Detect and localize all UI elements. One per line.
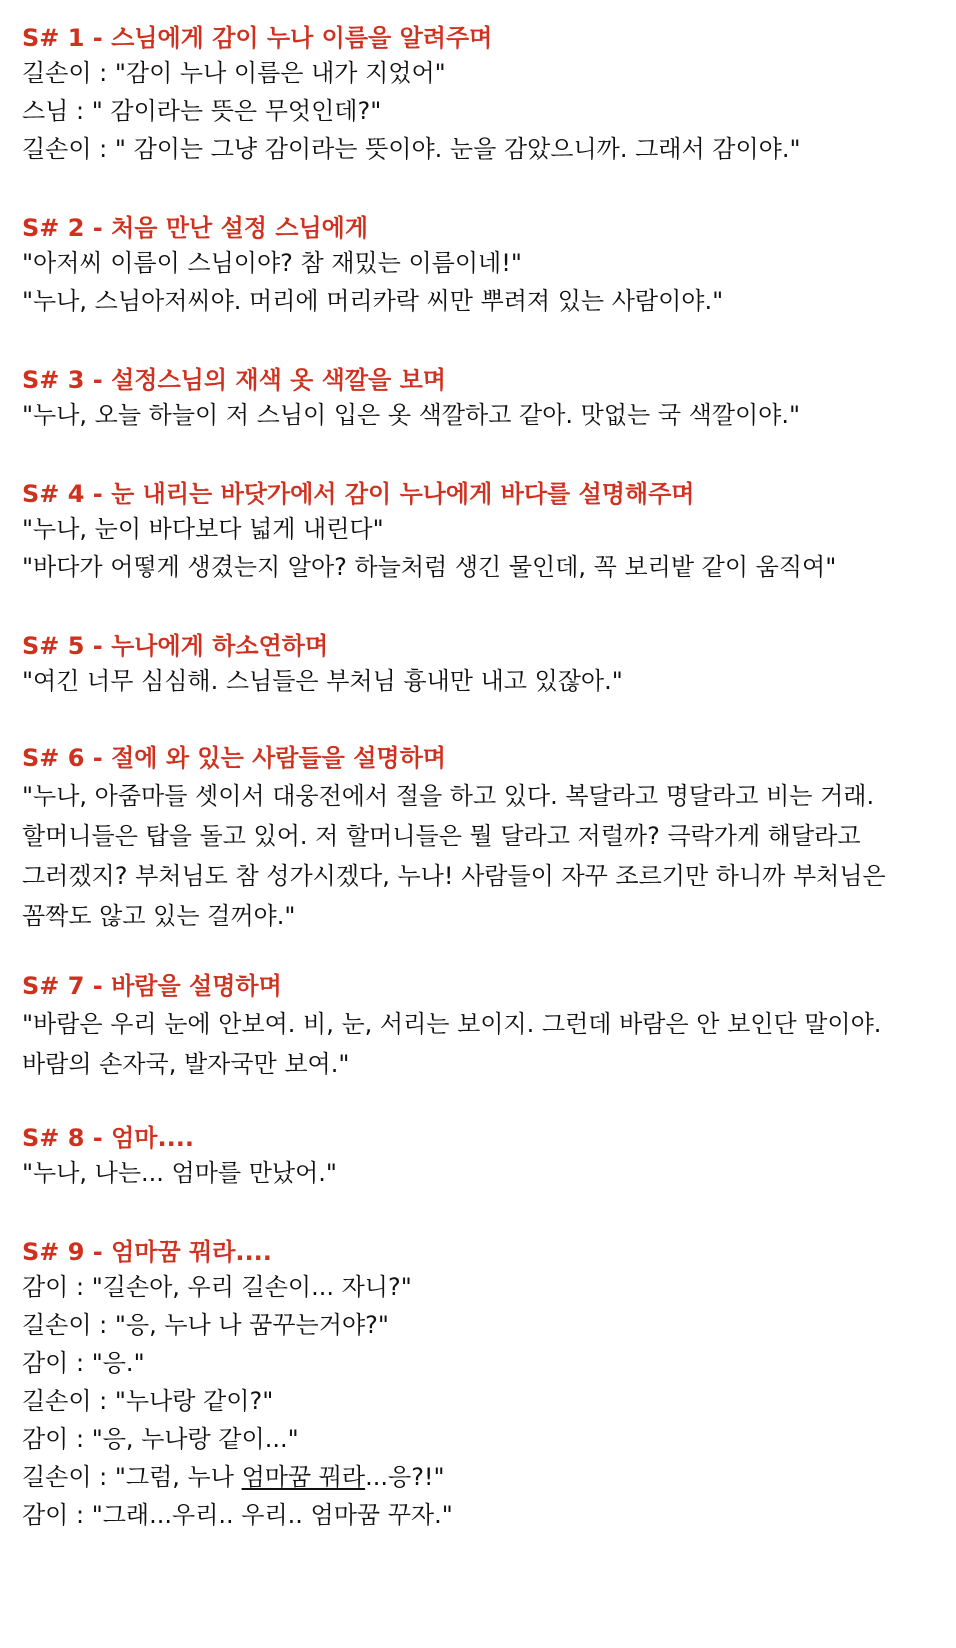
dialogue-line: 길손이 : " 감이는 그냥 감이라는 뜻이야. 눈을 감았으니까. 그래서 감이야." (22, 135, 801, 163)
underlined-text: 엄마꿈 꿔라 (241, 1463, 366, 1491)
scene-heading: S# 9 - 엄마꿈 꿔라.... (22, 1238, 272, 1266)
dialogue-paragraph: "바람은 우리 눈에 안보여. 비, 눈, 서리는 보이지. 그런데 바람은 안 보인단 말이야. 바람의 손자국, 발자국만 보여." (22, 1010, 882, 1078)
dialogue-line: 감이 : "그래...우리.. 우리.. 엄마꿈 꾸자." (22, 1501, 453, 1529)
dialogue-line: "아저씨 이름이 스님이야? 참 재밌는 이름이네!" (22, 249, 522, 277)
dialogue-line: 길손이 : "감이 누나 이름은 내가 지었어" (22, 59, 446, 87)
dialogue-line: 감이 : "응, 누나랑 같이..." (22, 1425, 299, 1453)
scene-heading: S# 4 - 눈 내리는 바닷가에서 감이 누나에게 바다를 설명해주며 (22, 480, 695, 508)
dialogue-line: 감이 : "응." (22, 1349, 145, 1377)
scene-heading: S# 5 - 누나에게 하소연하며 (22, 632, 329, 660)
text-before-underline: 길손이 : "그럼, 누나 (22, 1463, 242, 1491)
scene-6 (22, 742, 937, 936)
dialogue-line: 감이 : "길손아, 우리 길손이... 자니?" (22, 1273, 412, 1301)
scene-heading: S# 8 - 엄마.... (22, 1124, 194, 1152)
scene-7 (22, 970, 937, 1084)
scene-heading: S# 3 - 설정스님의 재색 옷 색깔을 보며 (22, 366, 446, 394)
scene-4 (22, 478, 937, 586)
scene-9 (22, 1236, 937, 1534)
scene-5 (22, 630, 937, 700)
dialogue-line: 길손이 : "누나랑 같이?" (22, 1387, 274, 1415)
scene-heading: S# 1 - 스님에게 감이 누나 이름을 알려주며 (22, 24, 493, 52)
scene-heading: S# 7 - 바람을 설명하며 (22, 972, 282, 1000)
dialogue-line: "누나, 나는... 엄마를 만났어." (22, 1159, 337, 1187)
scene-8 (22, 1122, 937, 1192)
scene-2 (22, 212, 937, 320)
dialogue-line: 스님 : " 감이라는 뜻은 무엇인데?" (22, 97, 382, 125)
dialogue-line: "누나, 스님아저씨야. 머리에 머리카락 씨만 뿌려져 있는 사람이야." (22, 287, 724, 315)
dialogue-paragraph: "누나, 아줌마들 셋이서 대웅전에서 절을 하고 있다. 복달라고 명달라고 비는 거래. 할머니들은 탑을 돌고 있어. 저 할머니들은 뭘 달라고 저럴까? 극락가게 해달라고 그러겠지? 부처님도 참 성가시겠다, 누나! 사람들이 자꾸 조르기만 하니까 부처님은 꼼짝도 않고 있는 걸꺼야." (22, 782, 886, 930)
dialogue-line: "여긴 너무 심심해. 스님들은 부처님 흉내만 내고 있잖아." (22, 667, 623, 695)
scene-1 (22, 22, 937, 168)
dialogue-line: 길손이 : "응, 누나 나 꿈꾸는거야?" (22, 1311, 389, 1339)
scene-3 (22, 364, 937, 434)
dialogue-line-underlined (22, 1458, 937, 1496)
scene-heading: S# 6 - 절에 와 있는 사람들을 설명하며 (22, 744, 446, 772)
dialogue-line: "누나, 오늘 하늘이 저 스님이 입은 옷 색깔하고 같아. 맛없는 국 색깔이야." (22, 401, 801, 429)
text-after-underline: ...응?!" (365, 1463, 445, 1491)
scene-heading: S# 2 - 처음 만난 설정 스님에게 (22, 214, 369, 242)
dialogue-line: "바다가 어떻게 생겼는지 알아? 하늘처럼 생긴 물인데, 꼭 보리밭 같이 움직여" (22, 553, 837, 581)
dialogue-line: "누나, 눈이 바다보다 넓게 내린다" (22, 515, 384, 543)
